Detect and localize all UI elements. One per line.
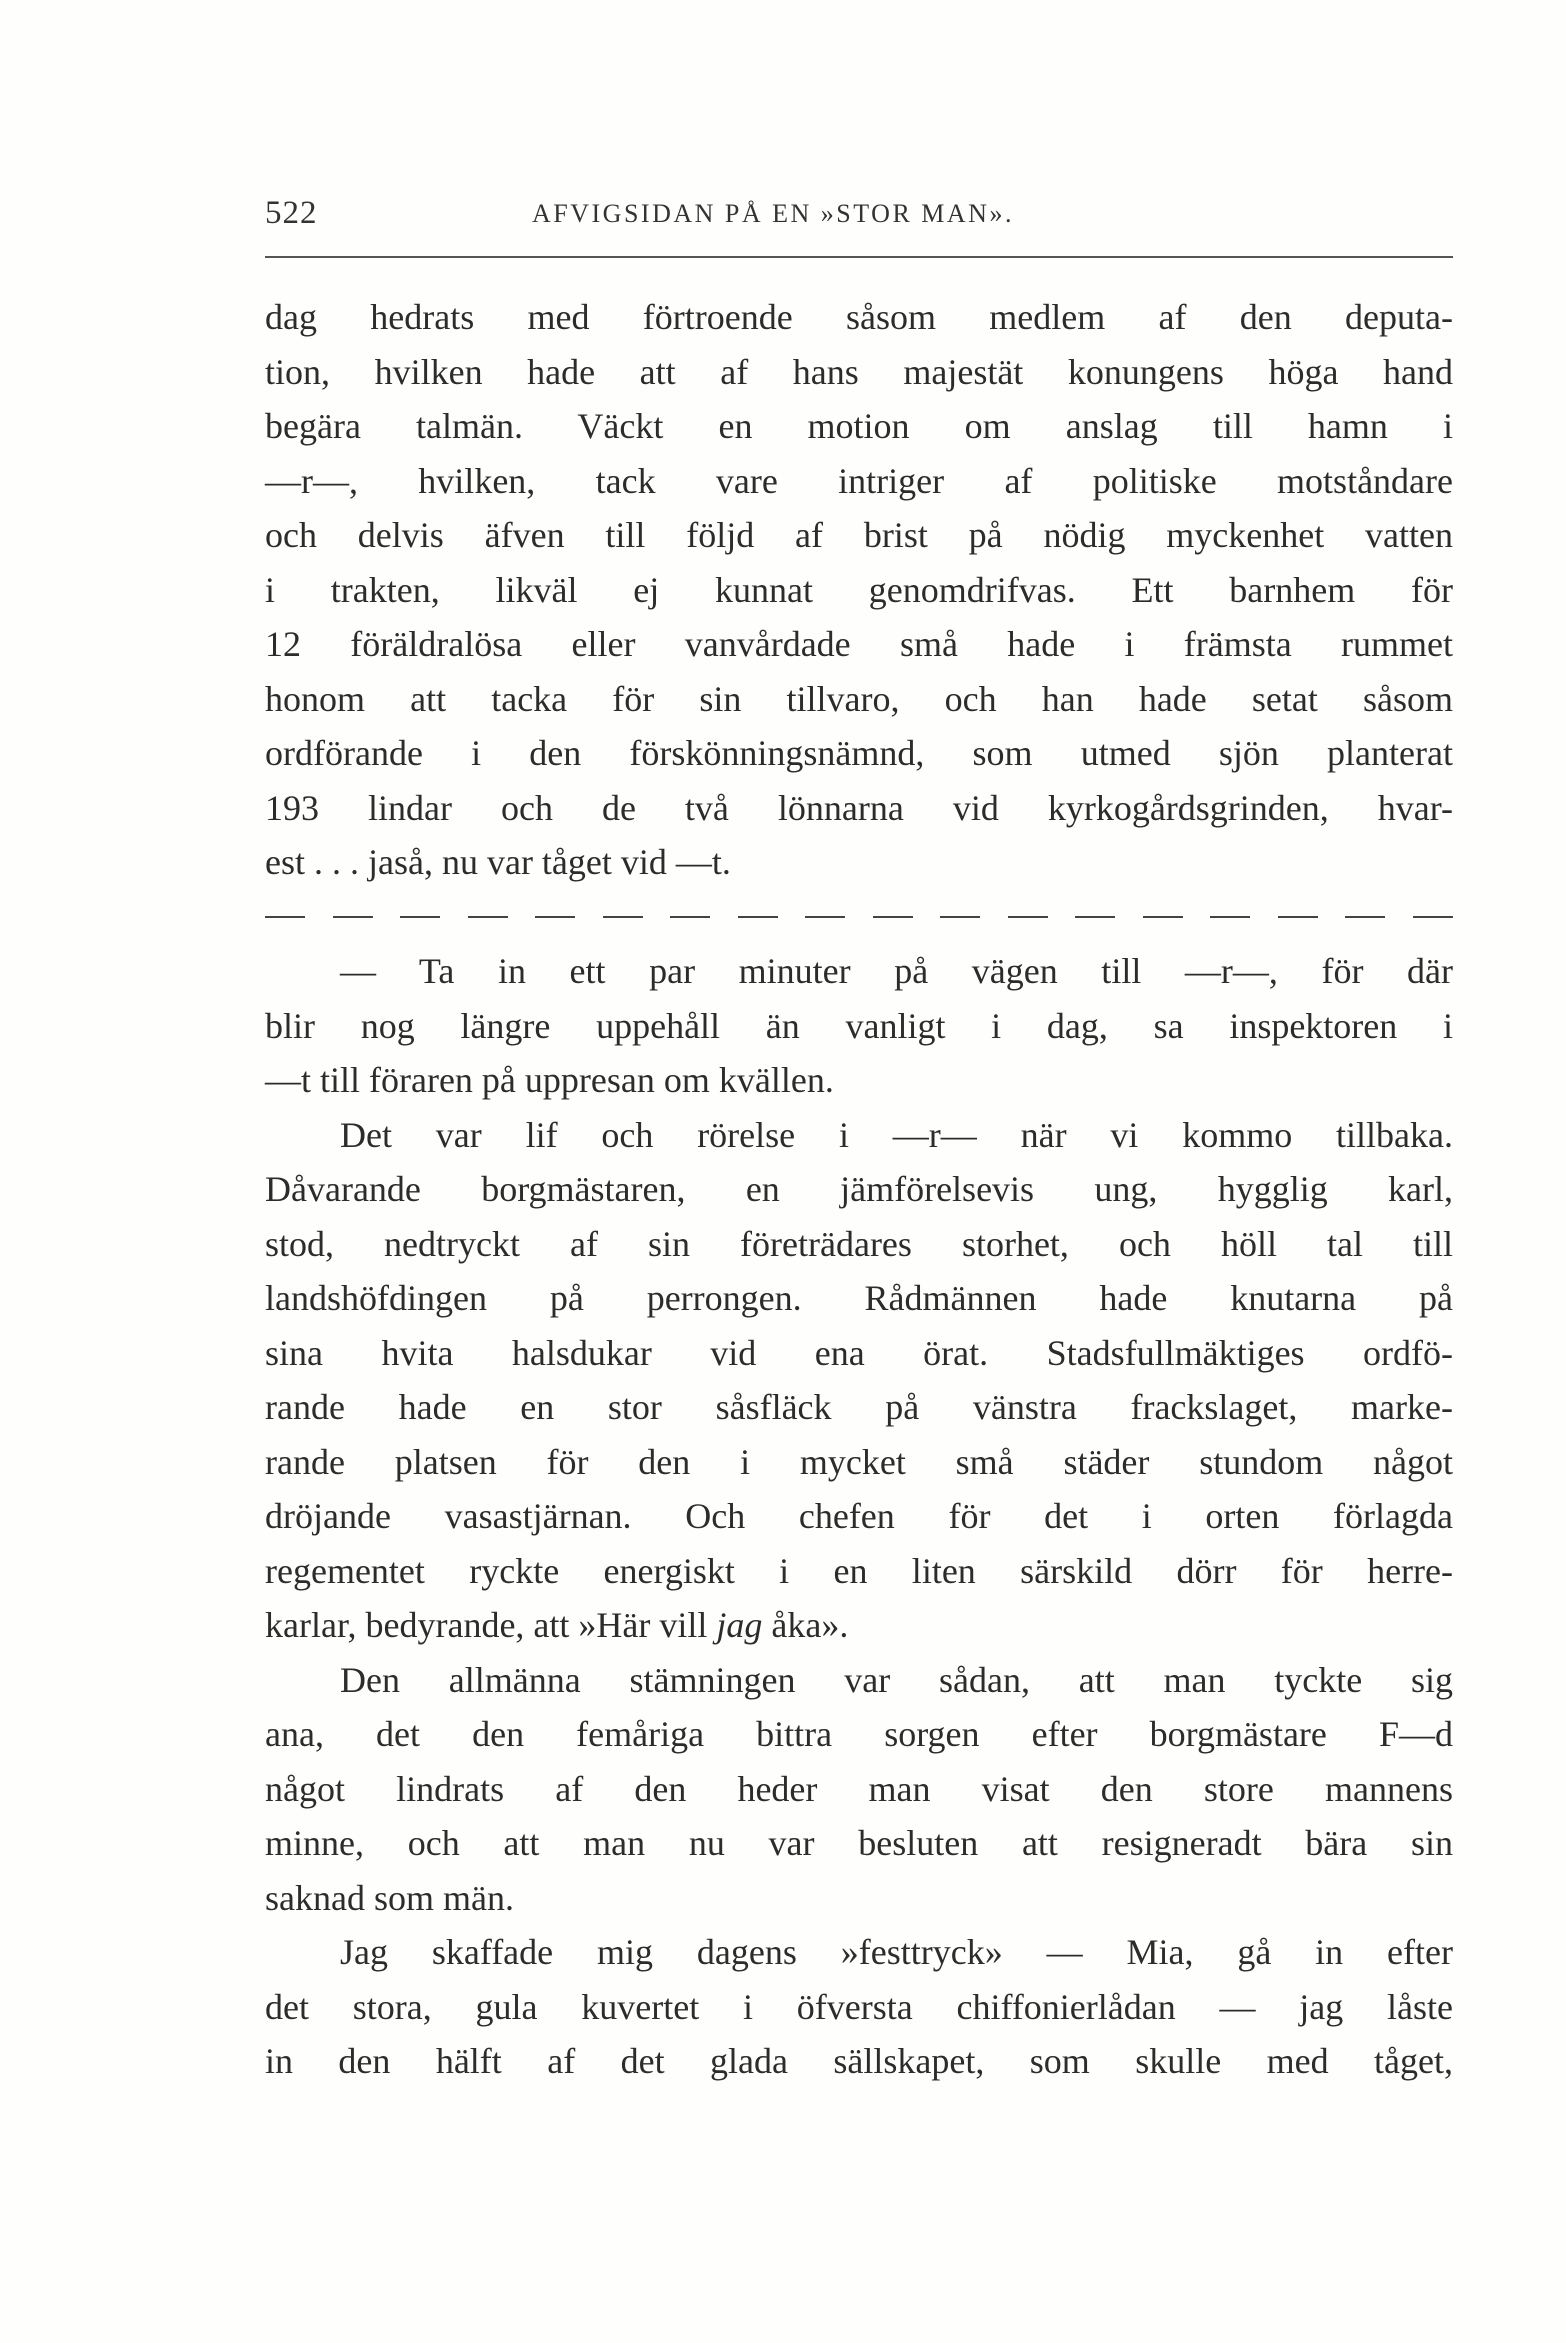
text-line: 193 lindar och de två lönnarna vid kyrkogårdsgrinden, hvar- [265, 787, 1453, 828]
header-rule [265, 256, 1453, 258]
paragraph-2 [265, 944, 1453, 1108]
text-line: stod, nedtryckt af sin företrädares storhet, och höll tal till [265, 1223, 1453, 1264]
text-line: est . . . jaså, nu var tåget vid —t. [265, 842, 731, 882]
text-line: —r—, hvilken, tack vare intriger af politiske motståndare [265, 460, 1453, 501]
text-line: det stora, gula kuvertet i öfversta chiffonierlådan — jag låste [265, 1986, 1453, 2027]
paragraph-4 [265, 1653, 1453, 1926]
text-line: blir nog längre uppehåll än vanligt i dag, sa inspektoren i [265, 1005, 1453, 1046]
text-span: åka». [762, 1605, 849, 1645]
page-number: 522 [265, 195, 318, 231]
text-line: landshöfdingen på perrongen. Rådmännen hade knutarna på [265, 1278, 1453, 1318]
text-span: karlar, bedyrande, att »Här vill [265, 1605, 717, 1645]
text-line: i trakten, likväl ej kunnat genomdrifvas. Ett barnhem för [265, 569, 1453, 610]
paragraph-5 [265, 1925, 1453, 2089]
text-line: sina hvita halsdukar vid ena örat. Stadsfullmäktiges ordfö- [265, 1332, 1453, 1373]
paragraph-3 [265, 1108, 1453, 1653]
text-line: Det var lif och rörelse i —r— när vi kommo tillbaka. [340, 1114, 1453, 1155]
text-line: rande hade en stor såsfläck på vänstra frackslaget, marke- [265, 1387, 1453, 1427]
text-line: minne, och att man nu var besluten att resigneradt bära sin [265, 1823, 1453, 1863]
text-line: ana, det den femåriga bittra sorgen efter borgmästare F—d [265, 1714, 1453, 1754]
text-line: tion, hvilken hade att af hans majestät konungens höga hand [265, 351, 1453, 392]
text-line: —t till föraren på uppresan om kvällen. [265, 1060, 834, 1100]
text-line: regementet ryckte energiskt i en liten särskild dörr för herre- [265, 1550, 1453, 1591]
section-separator [265, 890, 1453, 945]
text-line: 12 föräldralösa eller vanvårdade små hade i främsta rummet [265, 624, 1453, 664]
text-line: saknad som män. [265, 1877, 514, 1918]
page-header [265, 195, 1453, 239]
text-line: in den hälft af det glada sällskapet, som skulle med tåget, [265, 2041, 1453, 2081]
running-head: AFVIGSIDAN PÅ EN »STOR MAN». [532, 199, 1014, 228]
text-line: Jag skaffade mig dagens »festtryck» — Mia, gå in efter [340, 1932, 1453, 1972]
text-line: honom att tacka för sin tillvaro, och han hade setat såsom [265, 678, 1453, 719]
text-line: — Ta in ett par minuter på vägen till —r—, för där [340, 951, 1453, 991]
text-line: ordförande i den förskönningsnämnd, som utmed sjön planterat [265, 733, 1453, 773]
text-line: begära talmän. Väckt en motion om anslag till hamn i [265, 406, 1453, 446]
text-line: något lindrats af den heder man visat den store mannens [265, 1768, 1453, 1809]
text-line [265, 1598, 1453, 1653]
text-line: dröjande vasastjärnan. Och chefen för det i orten förlagda [265, 1496, 1453, 1536]
body-text [265, 290, 1453, 2089]
text-line: dag hedrats med förtroende såsom medlem af den deputa- [265, 297, 1453, 337]
text-line: Dåvarande borgmästaren, en jämförelsevis ung, hygglig karl, [265, 1169, 1453, 1209]
paragraph-1 [265, 290, 1453, 890]
text-line: och delvis äfven till följd af brist på nödig myckenhet vatten [265, 515, 1453, 555]
text-line: Den allmänna stämningen var sådan, att man tyckte sig [340, 1659, 1453, 1700]
italic-word: jag [716, 1605, 763, 1645]
text-line: rande platsen för den i mycket små städer stundom något [265, 1441, 1453, 1482]
